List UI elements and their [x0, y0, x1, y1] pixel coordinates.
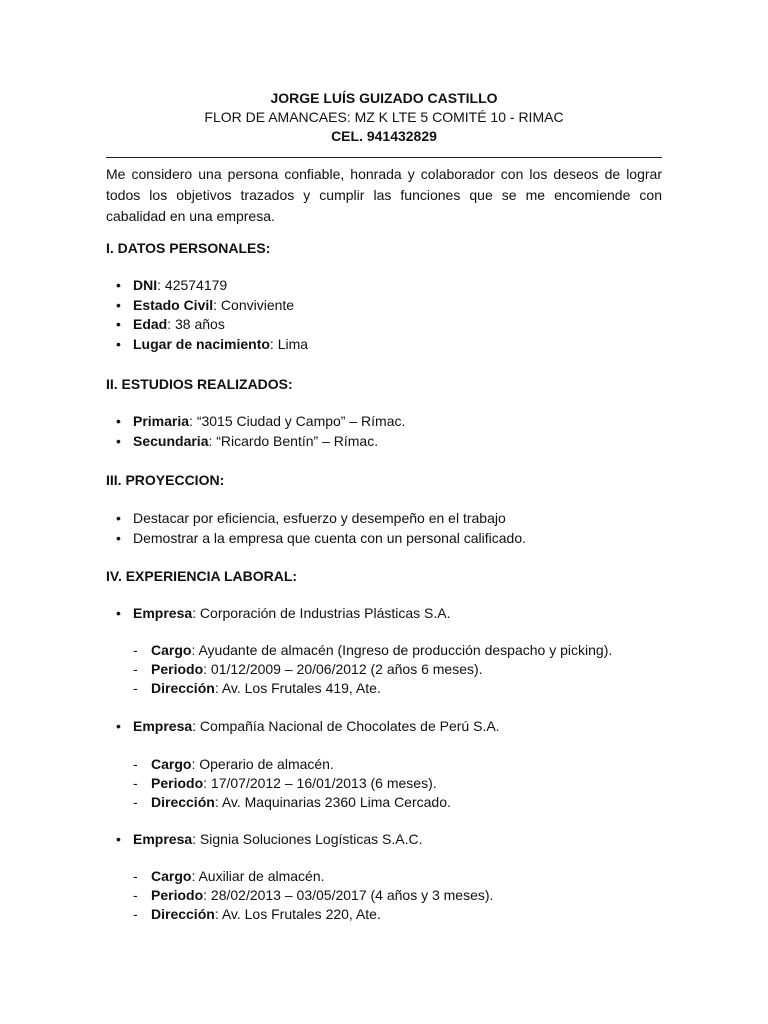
list-item: • Estado Civil: Conviviente: [106, 296, 666, 316]
job-empresa: [106, 604, 666, 624]
list-item: - Cargo: Operario de almacén.: [133, 755, 653, 774]
list-item: • Demostrar a la empresa que cuenta con un personal calificado.: [106, 529, 666, 549]
list-item: - Dirección: Av. Los Frutales 419, Ate.: [133, 679, 653, 698]
job-details: [133, 867, 653, 924]
list-item: • Destacar por eficiencia, esfuerzo y desempeño en el trabajo: [106, 509, 666, 529]
list-item: - Periodo: 17/07/2012 – 16/01/2013 (6 meses).: [133, 774, 653, 793]
proyeccion-list: [106, 509, 666, 548]
list-item: • Secundaria: “Ricardo Bentín” – Rímac.: [106, 432, 666, 452]
list-item: - Dirección: Av. Los Frutales 220, Ate.: [133, 905, 653, 924]
section-title-experiencia: IV. EXPERIENCIA LABORAL:: [106, 568, 298, 584]
section-title-datos: I. DATOS PERSONALES:: [106, 240, 271, 256]
profile-summary: Me considero una persona confiable, honrada y colaborador con los deseos de lograr todos los objetivos trazados y cumplir las funciones que se me encomiende con cabalidad en una empresa.: [106, 166, 662, 224]
candidate-phone: CEL. 941432829: [331, 128, 437, 144]
list-item: - Periodo: 28/02/2013 – 03/05/2017 (4 años y 3 meses).: [133, 886, 653, 905]
list-item: • Empresa: Signia Soluciones Logísticas S.A.C.: [106, 830, 666, 850]
job-details: [133, 755, 653, 812]
list-item: • Edad: 38 años: [106, 315, 666, 335]
candidate-name: JORGE LUÍS GUIZADO CASTILLO: [270, 90, 498, 106]
list-item: • Lugar de nacimiento: Lima: [106, 335, 666, 355]
list-item: • Empresa: Corporación de Industrias Plásticas S.A.: [106, 604, 666, 624]
header-divider: [106, 157, 662, 158]
estudios-list: [106, 412, 666, 451]
section-title-estudios: II. ESTUDIOS REALIZADOS:: [106, 376, 293, 392]
list-item: - Periodo: 01/12/2009 – 20/06/2012 (2 años 6 meses).: [133, 660, 653, 679]
job-details: [133, 641, 653, 698]
list-item: - Dirección: Av. Maquinarias 2360 Lima Cercado.: [133, 793, 653, 812]
cv-header: [0, 89, 768, 146]
section-title-proyeccion: III. PROYECCION:: [106, 472, 225, 488]
list-item: • Empresa: Compañía Nacional de Chocolates de Perú S.A.: [106, 717, 666, 737]
list-item: • Primaria: “3015 Ciudad y Campo” – Rímac.: [106, 412, 666, 432]
list-item: - Cargo: Ayudante de almacén (Ingreso de producción despacho y picking).: [133, 641, 653, 660]
datos-list: [106, 276, 666, 354]
candidate-address: FLOR DE AMANCAES: MZ K LTE 5 COMITÉ 10 - RIMAC: [204, 109, 564, 125]
job-empresa: [106, 830, 666, 850]
job-empresa: [106, 717, 666, 737]
list-item: - Cargo: Auxiliar de almacén.: [133, 867, 653, 886]
list-item: • DNI: 42574179: [106, 276, 666, 296]
